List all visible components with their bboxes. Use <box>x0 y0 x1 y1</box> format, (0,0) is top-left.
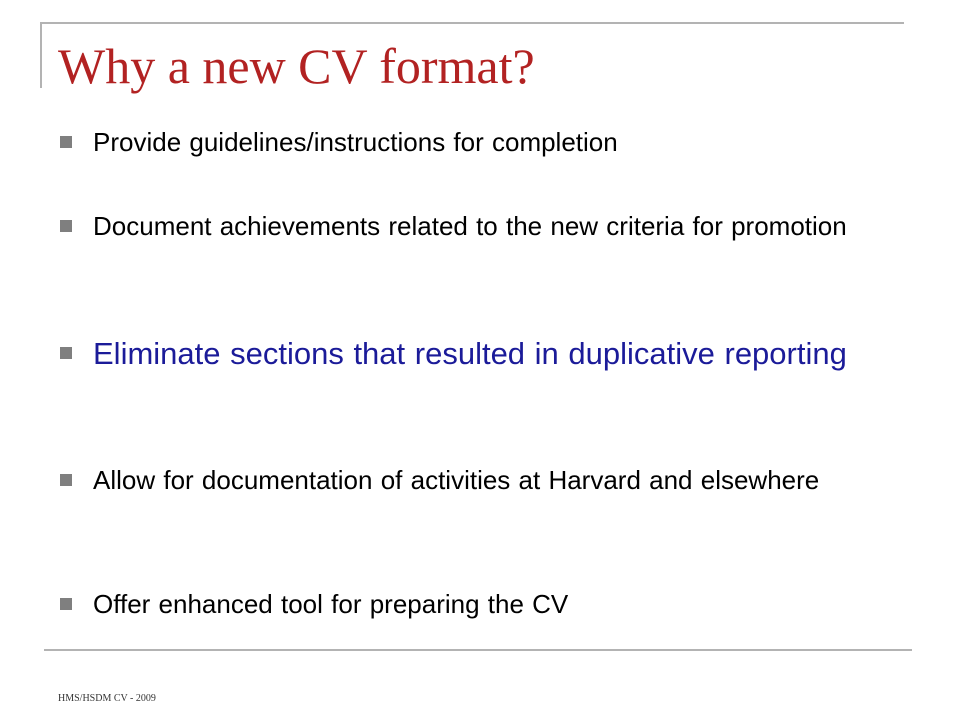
bullet-item-1 <box>60 127 880 158</box>
frame-top-line <box>40 22 904 24</box>
bullet-item-4 <box>60 465 880 496</box>
frame-left-line <box>40 22 42 88</box>
square-bullet-icon <box>60 347 72 359</box>
bullet-text: Provide guidelines/instructions for completion <box>93 127 618 157</box>
square-bullet-icon <box>60 598 72 610</box>
square-bullet-icon <box>60 136 72 148</box>
bullet-text: Offer enhanced tool for preparing the CV <box>93 589 569 619</box>
bullet-item-5 <box>60 589 880 620</box>
footer-divider-line <box>44 649 912 651</box>
bullet-text-emphasis: Eliminate sections that resulted in duplicative reporting <box>93 336 847 371</box>
bullet-text: Allow for documentation of activities at Harvard and elsewhere <box>93 465 820 495</box>
bullet-item-2 <box>60 211 880 242</box>
square-bullet-icon <box>60 474 72 486</box>
square-bullet-icon <box>60 220 72 232</box>
slide-title: Why a new CV format? <box>58 38 535 94</box>
bullet-item-3 <box>60 335 880 372</box>
slide-footer: HMS/HSDM CV - 2009 <box>58 693 156 704</box>
bullet-text: Document achievements related to the new criteria for promotion <box>93 211 847 241</box>
